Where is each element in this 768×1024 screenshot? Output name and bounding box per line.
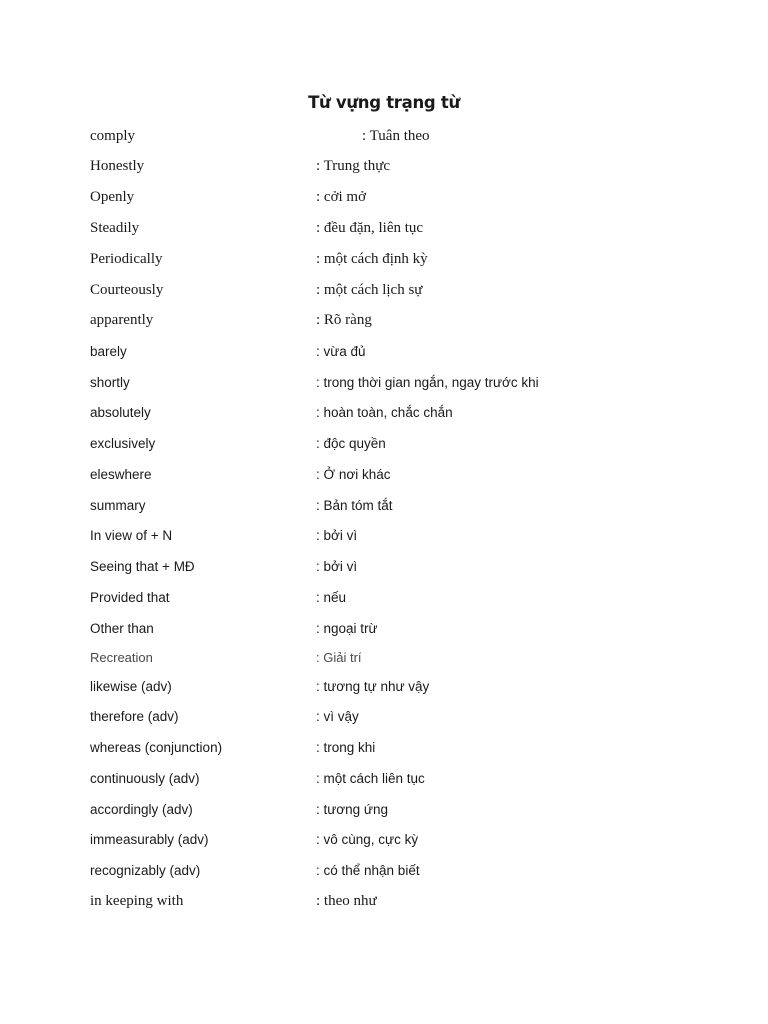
vocab-term: therefore (adv) xyxy=(90,709,179,724)
vocab-term: summary xyxy=(90,498,146,513)
vocab-meaning: : Giải trí xyxy=(316,650,362,665)
vocab-row xyxy=(0,771,768,793)
vocab-meaning: : Tuân theo xyxy=(362,128,430,144)
vocab-meaning: : tương ứng xyxy=(316,802,388,817)
vocab-meaning: : tương tự như vậy xyxy=(316,679,430,694)
vocab-term: Other than xyxy=(90,621,154,636)
vocab-row xyxy=(0,282,768,304)
vocab-term: Honestly xyxy=(90,158,145,174)
vocab-meaning: : Rõ ràng xyxy=(316,312,372,328)
vocab-meaning: : một cách liên tục xyxy=(316,771,425,786)
vocab-row xyxy=(0,312,768,334)
vocab-term: immeasurably (adv) xyxy=(90,832,209,847)
vocab-term: recognizably (adv) xyxy=(90,863,201,878)
vocab-row xyxy=(0,893,768,915)
vocab-row xyxy=(0,375,768,397)
vocab-term: Periodically xyxy=(90,251,163,267)
vocab-row xyxy=(0,436,768,458)
vocab-term: Provided that xyxy=(90,590,170,605)
vocab-meaning: : bởi vì xyxy=(316,528,358,543)
vocab-term: exclusively xyxy=(90,436,156,451)
vocab-row xyxy=(0,863,768,885)
vocab-term: Recreation xyxy=(90,650,153,665)
vocab-row xyxy=(0,621,768,643)
vocab-row xyxy=(0,559,768,581)
vocab-meaning: : vì vậy xyxy=(316,709,359,724)
vocab-meaning: : có thể nhận biết xyxy=(316,863,420,878)
vocab-term: Seeing that + MĐ xyxy=(90,559,195,574)
vocab-meaning: : độc quyền xyxy=(316,436,386,451)
vocab-term: barely xyxy=(90,344,127,359)
vocab-term: continuously (adv) xyxy=(90,771,200,786)
vocab-term: Steadily xyxy=(90,220,140,236)
vocab-row xyxy=(0,528,768,550)
vocab-row xyxy=(0,498,768,520)
vocab-term: eleswhere xyxy=(90,467,152,482)
vocab-term: absolutely xyxy=(90,405,151,420)
vocab-meaning: : một cách lịch sự xyxy=(316,282,423,298)
vocab-row xyxy=(0,189,768,211)
vocab-row xyxy=(0,679,768,701)
vocab-term: In view of + N xyxy=(90,528,173,543)
vocab-term: accordingly (adv) xyxy=(90,802,193,817)
vocab-meaning: : Trung thực xyxy=(316,158,390,174)
vocab-row xyxy=(0,467,768,489)
page-title: Từ vựng trạng từ xyxy=(308,93,460,112)
vocab-term: Courteously xyxy=(90,282,164,298)
vocab-row xyxy=(0,709,768,731)
vocab-meaning: : ngoại trừ xyxy=(316,621,378,636)
vocab-row xyxy=(0,740,768,762)
vocab-meaning: : Ở nơi khác xyxy=(316,467,391,482)
vocab-row xyxy=(0,220,768,242)
vocab-row xyxy=(0,832,768,854)
vocab-row xyxy=(0,405,768,427)
vocab-meaning: : hoàn toàn, chắc chắn xyxy=(316,405,453,420)
vocab-meaning: : trong thời gian ngắn, ngay trước khi xyxy=(316,375,539,390)
vocab-meaning: : vừa đủ xyxy=(316,344,366,359)
vocab-term: apparently xyxy=(90,312,154,328)
vocab-meaning: : theo như xyxy=(316,893,377,909)
vocab-row xyxy=(0,802,768,824)
vocab-meaning: : Bản tóm tắt xyxy=(316,498,393,513)
vocab-term: in keeping with xyxy=(90,893,184,909)
vocab-term: likewise (adv) xyxy=(90,679,172,694)
vocab-meaning: : một cách định kỳ xyxy=(316,251,428,267)
vocab-term: comply xyxy=(90,128,135,144)
vocab-term: shortly xyxy=(90,375,130,390)
vocab-term: Openly xyxy=(90,189,135,205)
vocab-row xyxy=(0,590,768,612)
vocab-row xyxy=(0,158,768,180)
vocab-row xyxy=(0,128,768,150)
vocab-row xyxy=(0,650,768,672)
vocab-meaning: : nếu xyxy=(316,590,347,605)
vocab-meaning: : đều đặn, liên tục xyxy=(316,220,424,236)
vocab-meaning: : trong khi xyxy=(316,740,376,755)
vocab-row xyxy=(0,344,768,366)
vocab-meaning: : cởi mở xyxy=(316,189,367,205)
vocab-row xyxy=(0,251,768,273)
vocab-meaning: : bởi vì xyxy=(316,559,358,574)
vocab-meaning: : vô cùng, cực kỳ xyxy=(316,832,419,847)
vocab-term: whereas (conjunction) xyxy=(90,740,223,755)
